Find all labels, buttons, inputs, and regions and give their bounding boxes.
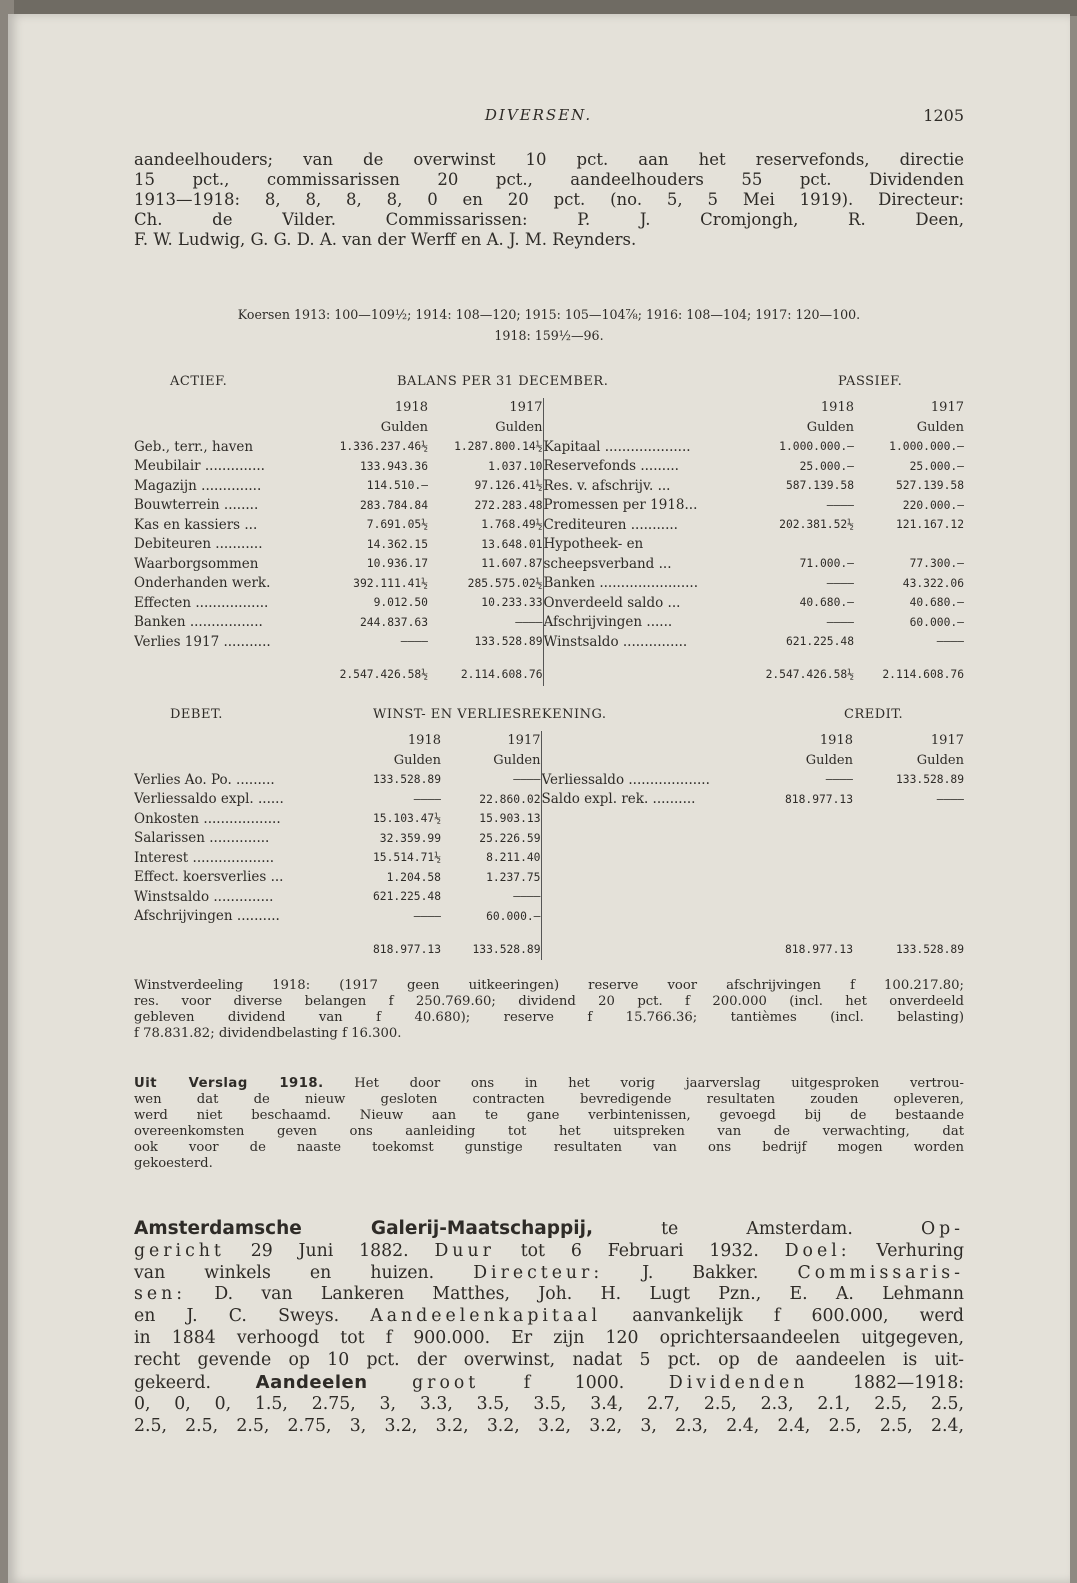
- value-1918: 621.225.48: [785, 635, 854, 649]
- row-label: Verliessaldo expl. ......: [134, 791, 284, 808]
- company-text: tot 6 Februari 1932.: [520, 1240, 759, 1261]
- winstverdeeling-line: Winstverdeeling 1918: (1917 geen uitkeeringen) reserve voor afschrijvingen f 100.217.80;: [134, 978, 964, 993]
- row-label: Onverdeeld saldo ...: [543, 593, 746, 613]
- spacer-row: [134, 652, 964, 664]
- value-1917: [854, 535, 964, 555]
- empty-cell: [134, 938, 344, 960]
- value-1918: 25.000.—: [799, 459, 854, 473]
- empty-cell: [541, 926, 747, 938]
- row-label: Onderhanden werk.: [134, 575, 271, 592]
- actief-title: ACTIEF.: [170, 374, 228, 389]
- value-1917: 285.575.02½: [467, 576, 543, 590]
- value-1917: 15.903.13: [479, 812, 541, 826]
- company-text: en J. C. Sweys.: [134, 1306, 340, 1327]
- empty-cell: [746, 652, 854, 664]
- table-row: [134, 613, 964, 633]
- empty-cell: [541, 887, 747, 907]
- table-row: [134, 457, 964, 477]
- row-label: Effecten .................: [134, 594, 269, 611]
- value-1918: ————: [826, 498, 854, 512]
- year-header: 1918: [819, 733, 853, 749]
- value-1917: ————: [936, 635, 964, 649]
- table-row: [134, 632, 964, 652]
- value-1917: 25.000.—: [909, 459, 964, 473]
- value-1917: 1.000.000.—: [889, 440, 964, 454]
- row-label: Magazijn ..............: [134, 477, 262, 494]
- row-label: Interest ...................: [134, 849, 275, 866]
- winstverdeeling-line: gebleven dividend van f 40.680); reserve f 15.766.36; tantièmes (incl. belasting): [134, 1010, 964, 1025]
- table-row: [134, 848, 964, 868]
- table-row: [134, 887, 964, 907]
- company-text: Verhuring: [876, 1240, 965, 1261]
- value-1917: 77.300.—: [909, 557, 964, 571]
- empty-cell: [747, 809, 853, 829]
- winst-table: [134, 731, 964, 960]
- row-label: Winstsaldo ...............: [543, 632, 746, 652]
- table-row: [134, 829, 964, 849]
- year-header: 1917: [930, 400, 964, 416]
- empty-cell: [543, 398, 746, 418]
- company-line: 0, 0, 0, 1.5, 2.75, 3, 3.3, 3.5, 3.5, 3.4, 2.7, 2.5, 2.3, 2.1, 2.5, 2.5,: [134, 1394, 964, 1415]
- value-1918: ————: [826, 615, 854, 629]
- empty-cell: [747, 829, 853, 849]
- value-1917: 97.126.41½: [474, 479, 543, 493]
- total-1917: 2.114.608.76: [460, 668, 543, 681]
- value-1917: 60.000.—: [909, 615, 964, 629]
- winstverdeeling: [134, 978, 964, 1042]
- verslag-heading: Uit Verslag 1918.: [134, 1076, 324, 1091]
- table-row: [134, 809, 964, 829]
- verslag-line: Het door ons in het vorig jaarverslag uitgesproken vertrou-: [354, 1076, 964, 1091]
- empty-cell: [428, 652, 543, 664]
- empty-cell: [541, 731, 747, 751]
- row-label: Crediteuren ...........: [543, 515, 746, 535]
- running-title: DIVERSEN.: [484, 106, 593, 124]
- total-1917: 133.528.89: [895, 942, 964, 956]
- row-label: Debiteuren ...........: [134, 536, 263, 553]
- value-1917: 13.648.01: [481, 537, 543, 551]
- row-label: Meubilair ..............: [134, 458, 265, 475]
- company-line: 2.5, 2.5, 2.5, 2.75, 3, 3.2, 3.2, 3.2, 3.2, 3.2, 3, 2.3, 2.4, 2.4, 2.5, 2.5, 2.4,: [134, 1416, 964, 1437]
- row-label: Res. v. afschrijv. ...: [543, 476, 746, 496]
- year-header-row: [134, 731, 964, 751]
- balans-table: [134, 398, 964, 686]
- intro-line: Ch. de Vilder. Commissarissen: P. J. Cromjongh, R. Deen,: [134, 210, 964, 229]
- table-row: [134, 790, 964, 810]
- company-line: in 1884 verhoogd tot f 900.000. Er zijn 120 oprichtersaandeelen uitgegeven,: [134, 1327, 964, 1348]
- empty-cell: [853, 829, 964, 849]
- intro-line: F. W. Ludwig, G. G. D. A. van der Werff en A. J. M. Reynders.: [134, 230, 637, 249]
- row-label: Kas en kassiers ...: [134, 516, 258, 533]
- unit-header: Gulden: [380, 419, 428, 435]
- company-text: J. Bakker.: [642, 1262, 759, 1283]
- company-text: aanvankelijk f 600.000, werd: [632, 1306, 964, 1327]
- value-1918: 392.111.41½: [353, 576, 428, 590]
- intro-line: 15 pct., commissarissen 20 pct., aandeelhouders 55 pct. Dividenden: [134, 170, 964, 189]
- value-1918: 9.012.50: [373, 596, 428, 610]
- year-header-row: [134, 398, 964, 418]
- table-row: [134, 907, 964, 927]
- unit-header: Gulden: [916, 419, 964, 435]
- row-label: Banken .................: [134, 614, 263, 631]
- value-1918: 10.936.17: [366, 557, 428, 571]
- empty-cell: [134, 926, 344, 938]
- value-1917: ————: [936, 792, 964, 806]
- value-1918: 133.943.36: [359, 459, 428, 473]
- empty-cell: [441, 926, 541, 938]
- row-label: Winstsaldo ..............: [134, 888, 274, 905]
- empty-cell: [541, 907, 747, 927]
- koersen-line: Koersen 1913: 100—109½; 1914: 108—120; 1915: 105—104⅞; 1916: 108—104; 1917: 120—100.: [237, 307, 861, 322]
- value-1917: ————: [515, 615, 543, 629]
- unit-header: Gulden: [393, 752, 441, 768]
- row-label: Banken .......................: [543, 574, 746, 594]
- total-1918: 818.977.13: [372, 942, 441, 956]
- company-text: 1882—1918:: [852, 1372, 965, 1393]
- table-row: [134, 574, 964, 594]
- empty-cell: [541, 751, 747, 771]
- company-spaced: Op-: [920, 1219, 965, 1239]
- value-1918: 1.000.000.—: [779, 440, 854, 454]
- koersen: [134, 304, 964, 346]
- value-1917: 1.287.800.14½: [454, 440, 543, 454]
- year-header: 1918: [394, 400, 428, 416]
- empty-cell: [134, 664, 318, 686]
- value-1918: 15.103.47½: [372, 812, 441, 826]
- empty-cell: [134, 751, 344, 771]
- value-1917: 121.167.12: [895, 518, 964, 532]
- company-text: D. van Lankeren Matthes, Joh. H. Lugt Pzn., E. A. Lehmann: [214, 1284, 964, 1305]
- value-1917: 22.860.02: [479, 792, 541, 806]
- value-1917: 272.283.48: [474, 498, 543, 512]
- credit-title: CREDIT.: [844, 707, 904, 722]
- value-1918: 1.336.237.46½: [339, 440, 428, 454]
- row-label: Afschrijvingen ..........: [134, 908, 280, 925]
- company-spaced: Doel:: [784, 1240, 851, 1261]
- table-row: [134, 437, 964, 457]
- empty-cell: [747, 926, 853, 938]
- table-row: [134, 593, 964, 613]
- value-1917: 25.226.59: [479, 831, 541, 845]
- unit-header: Gulden: [495, 419, 543, 435]
- page-number: 1205: [923, 106, 964, 125]
- value-1918: ————: [825, 773, 853, 787]
- value-1918: ————: [400, 635, 428, 649]
- empty-cell: [541, 809, 747, 829]
- value-1918: 1.204.58: [386, 870, 441, 884]
- row-label: Reservefonds .........: [543, 457, 746, 477]
- empty-cell: [318, 652, 428, 664]
- empty-cell: [853, 926, 964, 938]
- value-1917: 10.233.33: [481, 596, 543, 610]
- total-row: [134, 938, 964, 960]
- year-header: 1918: [407, 733, 441, 749]
- winstverdeeling-line: f 78.831.82; dividendbelasting f 16.300.: [134, 1026, 402, 1041]
- value-1917: 527.139.58: [895, 479, 964, 493]
- company-entry: [134, 1218, 964, 1438]
- value-1917: 60.000.—: [486, 909, 541, 923]
- passief-title: PASSIEF.: [838, 374, 903, 389]
- verslag-line: overeenkomsten geven ons aanleiding tot het uitspreken van de verwachting, dat: [134, 1124, 964, 1139]
- empty-cell: [344, 926, 441, 938]
- empty-cell: [134, 652, 318, 664]
- company-spaced: Aandeelenkapitaal: [370, 1306, 602, 1327]
- company-spaced: Duur: [434, 1240, 495, 1261]
- year-header: 1917: [930, 733, 964, 749]
- value-1917: ————: [513, 890, 541, 904]
- value-1917: 40.680.—: [909, 596, 964, 610]
- total-1918: 818.977.13: [784, 942, 853, 956]
- value-1917: 1.768.49½: [481, 518, 543, 532]
- empty-cell: [853, 907, 964, 927]
- intro-paragraph: [134, 150, 964, 250]
- value-1918: 14.362.15: [366, 537, 428, 551]
- value-1918: 133.528.89: [372, 773, 441, 787]
- verslag: [134, 1076, 964, 1172]
- row-label: Geb., terr., haven: [134, 438, 254, 455]
- winstverdeeling-line: res. voor diverse belangen f 250.769.60; dividend 20 pct. f 200.000 (incl. het onverdeeld: [134, 994, 964, 1009]
- value-1917: 1.237.75: [486, 870, 541, 884]
- total-1917: 2.114.608.76: [882, 668, 964, 681]
- value-1917: 11.607.87: [481, 557, 543, 571]
- value-1918: ————: [826, 576, 854, 590]
- koersen-line: 1918: 159½—96.: [494, 328, 604, 343]
- empty-cell: [747, 887, 853, 907]
- unit-header: Gulden: [806, 419, 854, 435]
- row-label: Promessen per 1918...: [543, 496, 746, 516]
- company-text: gekeerd.: [134, 1372, 212, 1393]
- empty-cell: [747, 868, 853, 888]
- spacer-row: [134, 926, 964, 938]
- table-row: [134, 496, 964, 516]
- total-1917: 133.528.89: [472, 942, 541, 956]
- empty-cell: [543, 664, 746, 686]
- unit-header: Gulden: [805, 752, 853, 768]
- value-1918: 71.000.—: [799, 557, 854, 571]
- value-1918: 587.139.58: [785, 479, 854, 493]
- value-1917: 1.037.10: [488, 459, 543, 473]
- unit-header-row: [134, 751, 964, 771]
- empty-cell: [543, 652, 746, 664]
- balans-title: BALANS PER 31 DECEMBER.: [397, 374, 609, 389]
- total-1918: 2.547.426.58½: [765, 668, 854, 681]
- empty-cell: [853, 809, 964, 829]
- company-spaced: Commissaris-: [797, 1262, 964, 1283]
- empty-cell: [853, 868, 964, 888]
- debet-title: DEBET.: [170, 707, 223, 722]
- company-text: 29 Juni 1882.: [250, 1240, 409, 1261]
- empty-cell: [541, 848, 747, 868]
- row-label: Afschrijvingen ......: [543, 613, 746, 633]
- value-1918: 244.837.63: [359, 615, 428, 629]
- aandeelen-heading: Aandeelen: [255, 1371, 368, 1393]
- value-1918: ————: [413, 792, 441, 806]
- company-spaced: Dividenden: [668, 1372, 809, 1393]
- empty-cell: [541, 829, 747, 849]
- value-1918: 15.514.71½: [372, 851, 441, 865]
- value-1917: 133.528.89: [895, 773, 964, 787]
- empty-cell: [747, 907, 853, 927]
- row-label: Bouwterrein ........: [134, 497, 259, 514]
- company-line: recht gevende op 10 pct. der overwinst, nadat 5 pct. op de aandeelen is uit-: [134, 1349, 964, 1370]
- value-1918: 7.691.05½: [366, 518, 428, 532]
- value-1918: ————: [413, 909, 441, 923]
- company-name: Amsterdamsche Galerij-Maatschappij,: [134, 1218, 593, 1239]
- value-1918: 621.225.48: [372, 890, 441, 904]
- empty-cell: [747, 848, 853, 868]
- value-1918: 32.359.99: [379, 831, 441, 845]
- value-1917: 8.211.40: [486, 851, 541, 865]
- row-label: Saldo expl. rek. ..........: [541, 790, 747, 810]
- value-1918: [746, 535, 854, 555]
- intro-line: 1913—1918: 8, 8, 8, 8, 0 en 20 pct. (no. 5, 5 Mei 1919). Directeur:: [134, 190, 964, 209]
- table-row: [134, 770, 964, 790]
- verslag-line: werd niet beschaamd. Nieuw aan te gane verbintenissen, gevoegd bij de bestaande: [134, 1108, 964, 1123]
- unit-header-row: [134, 418, 964, 438]
- value-1918: 283.784.84: [359, 498, 428, 512]
- company-spaced: groot: [412, 1372, 480, 1393]
- row-label: Verliessaldo ...................: [541, 770, 747, 790]
- year-header: 1917: [507, 733, 541, 749]
- verslag-line: ook voor de naaste toekomst gunstige resultaten van ons bedrijf mogen worden: [134, 1140, 964, 1155]
- value-1918: 40.680.—: [799, 596, 854, 610]
- empty-cell: [854, 652, 964, 664]
- value-1918: 202.381.52½: [779, 518, 854, 532]
- value-1918: 818.977.13: [784, 792, 853, 806]
- empty-cell: [134, 398, 318, 418]
- year-header: 1918: [820, 400, 854, 416]
- row-label: Verlies Ao. Po. .........: [134, 771, 275, 788]
- verslag-line: gekoesterd.: [134, 1156, 213, 1171]
- total-1918: 2.547.426.58½: [339, 668, 428, 681]
- row-label: Onkosten ..................: [134, 810, 281, 827]
- empty-cell: [853, 887, 964, 907]
- verslag-line: wen dat de nieuw gesloten contracten bevredigende resultaten zouden opleveren,: [134, 1092, 964, 1107]
- company-text: te Amsterdam.: [661, 1219, 853, 1239]
- value-1917: ————: [513, 773, 541, 787]
- value-1917: 133.528.89: [474, 635, 543, 649]
- table-row: [134, 515, 964, 535]
- row-label: Hypotheek- en: [543, 535, 746, 555]
- empty-cell: [134, 731, 344, 751]
- row-label: Effect. koersverlies ...: [134, 869, 284, 886]
- company-spaced: Directeur:: [473, 1262, 604, 1283]
- company-spaced: gericht: [134, 1240, 225, 1261]
- value-1917: 220.000.—: [902, 498, 964, 512]
- year-header: 1917: [509, 400, 543, 416]
- table-row: [134, 554, 964, 574]
- winst-title: WINST- EN VERLIESREKENING.: [373, 707, 607, 722]
- empty-cell: [543, 418, 746, 438]
- row-label: Verlies 1917 ...........: [134, 633, 271, 650]
- empty-cell: [541, 868, 747, 888]
- company-text: van winkels en huizen.: [134, 1262, 435, 1283]
- empty-cell: [541, 938, 747, 960]
- row-label: Kapitaal ....................: [543, 437, 746, 457]
- company-text: f 1000.: [523, 1372, 625, 1393]
- table-row: [134, 868, 964, 888]
- row-label: Salarissen ..............: [134, 830, 270, 847]
- value-1917: 43.322.06: [902, 576, 964, 590]
- row-label: Waarborgsommen: [134, 555, 259, 572]
- company-spaced: sen:: [134, 1284, 187, 1305]
- table-row: [134, 535, 964, 555]
- empty-cell: [853, 848, 964, 868]
- intro-line: aandeelhouders; van de overwinst 10 pct. aan het reservefonds, directie: [134, 150, 964, 169]
- value-1918: 114.510.—: [366, 479, 428, 493]
- unit-header: Gulden: [916, 752, 964, 768]
- unit-header: Gulden: [493, 752, 541, 768]
- row-label: scheepsverband ...: [543, 554, 746, 574]
- empty-cell: [134, 418, 318, 438]
- table-row: [134, 476, 964, 496]
- total-row: [134, 664, 964, 686]
